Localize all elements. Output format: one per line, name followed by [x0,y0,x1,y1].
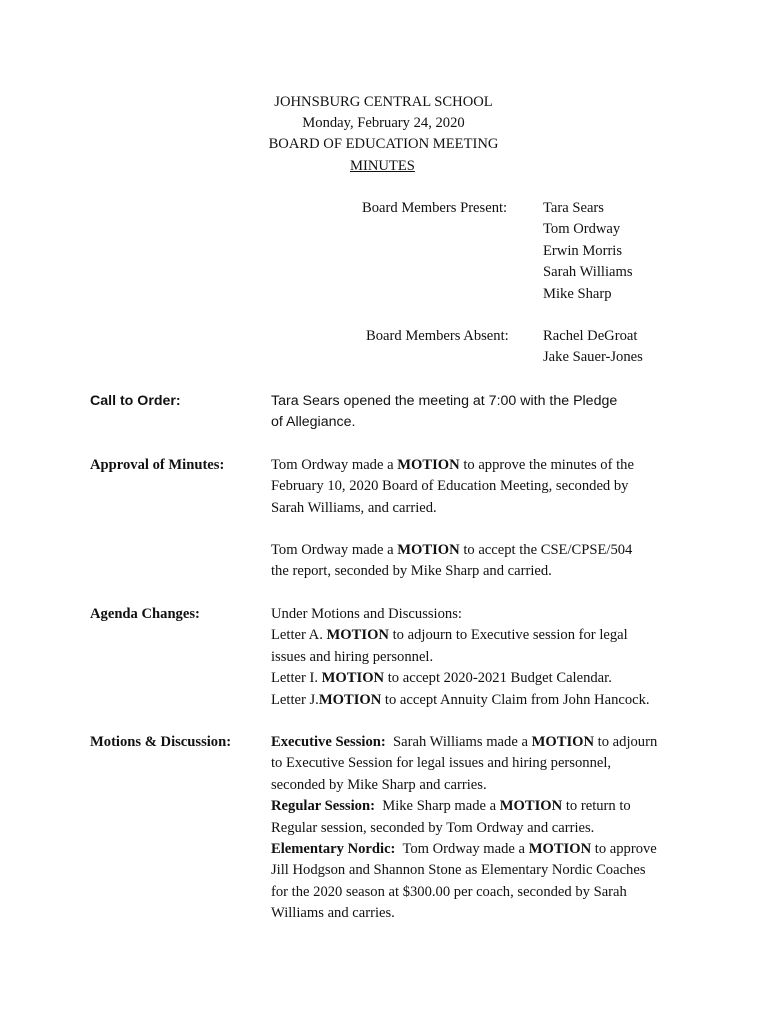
agenda-label: Agenda Changes: [90,606,200,622]
motions-label: Motions & Discussion: [90,734,232,750]
text-line: Tom Ordway made a MOTION to accept the CSE/CPSE/504 [271,542,633,558]
text-line: to Executive Session for legal issues and hiring personnel, [271,755,612,772]
call-to-order-label: Call to Order: [90,393,181,409]
text-line: Letter J.MOTION to accept Annuity Claim from John Hancock. [271,691,650,708]
text-line: Executive Session: Sarah Williams made a MOTION to adjourn [271,734,658,750]
absent-label: Board Members Absent: [366,328,509,344]
absent-member: Jake Sauer-Jones [543,349,643,366]
agenda-text [271,604,650,711]
motions-text [271,732,657,925]
meeting-date: Monday, February 24, 2020 [302,115,465,131]
text-line: Regular session, seconded by Tom Ordway and carries. [271,819,595,836]
present-member: Tom Ordway [543,221,621,238]
meeting-title: BOARD OF EDUCATION MEETING [268,136,499,152]
call-to-order-text [271,391,617,434]
text-line: Tom Ordway made a MOTION to approve the minutes of the [271,457,634,473]
present-member: Mike Sharp [543,285,612,302]
document-type: MINUTES [350,158,415,174]
text-line: Under Motions and Discussions: [271,606,462,622]
text-line: the report, seconded by Mike Sharp and carried. [271,563,552,580]
text-line: Sarah Williams, and carried. [271,499,437,516]
present-member: Tara Sears [543,200,604,216]
present-member: Erwin Morris [543,242,623,259]
text-line: Tara Sears opened the meeting at 7:00 with the Pledge [271,393,618,409]
text-line: Letter I. MOTION to accept 2020-2021 Budget Calendar. [271,670,612,687]
absent-member: Rachel DeGroat [543,328,638,344]
approval-paragraph-2 [271,540,632,583]
text-line: of Allegiance. [271,414,356,431]
school-name: JOHNSBURG CENTRAL SCHOOL [274,94,493,110]
text-line: Letter A. MOTION to adjourn to Executive session for legal [271,627,628,644]
text-line: for the 2020 season at $300.00 per coach, seconded by Sarah [271,883,627,900]
text-line: Elementary Nordic: Tom Ordway made a MOTION to approve [271,841,657,858]
text-line: seconded by Mike Sharp and carries. [271,776,487,793]
absent-list [543,326,643,369]
text-line: Jill Hodgson and Shannon Stone as Elementary Nordic Coaches [271,862,646,879]
present-member: Sarah Williams [543,264,633,281]
text-line: February 10, 2020 Board of Education Meeting, seconded by [271,478,629,495]
text-line: issues and hiring personnel. [271,648,434,665]
present-label: Board Members Present: [362,200,508,216]
text-line: Regular Session: Mike Sharp made a MOTION to return to [271,798,631,815]
present-list [543,198,633,305]
approval-label: Approval of Minutes: [90,457,225,473]
text-line: Williams and carries. [271,905,395,922]
approval-paragraph-1 [271,455,634,519]
